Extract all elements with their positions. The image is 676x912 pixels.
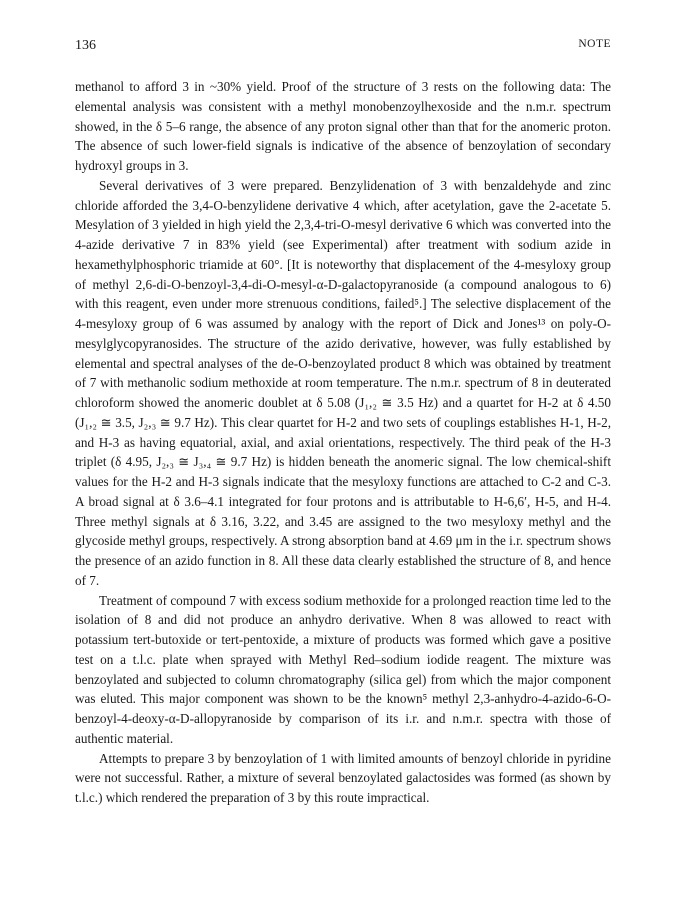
- paragraph-derivatives: Several derivatives of 3 were prepared. Benzylidenation of 3 with benzaldehyde and zinc chloride afforded the 3,4-O-benzylidene derivative 4 which, after acetylation, gave the 2-acetate 5. Mesylation of 3 yielded in high yield the 2,3,4-tri-O-mesyl derivative 6 which was converted into the 4-azide derivative 7 in 83% yield (see Experimental) after treatment with sodium azide in hexamethylphosphoric triamide at 60°. [It is noteworthy that displacement of the 4-mesyloxy group of methyl 2,6-di-O-benzoyl-3,4-di-O-mesyl-α-D-galactopyranoside (a compound analogous to 6) with this reagent, even under more strenuous conditions, failed⁵.] The selective displacement of the 4-mesyloxy group of 6 was assumed by analogy with the report of Dick and Jones¹³ on poly-O-mesylglycopyranosides. The structure of the azido derivative, however, was fully established by elemental and spectral analyses of the de-O-benzoylated product 8 which was obtained by treatment of 7 with methanolic sodium methoxide at room temperature. The n.m.r. spectrum of 8 in deuterated chloroform showed the anomeric doublet at δ 5.08 (J₁,₂ ≅ 3.5 Hz) and a quartet for H-2 at δ 4.50 (J₁,₂ ≅ 3.5, J₂,₃ ≅ 9.7 Hz). This clear quartet for H-2 and two sets of couplings establishes H-1, H-2, and H-3 as having equatorial, axial, and axial orientations, respectively. The third peak of the H-3 triplet (δ 4.95, J₂,₃ ≅ J₃,₄ ≅ 9.7 Hz) is hidden beneath the anomeric signal. The low chemical-shift values for the H-2 and H-3 signals indicate that the mesyloxy functions are attached to C-2 and C-3. A broad signal at δ 3.6–4.1 integrated for four protons and is attributable to H-6,6′, H-5, and H-4. Three methyl signals at δ 3.16, 3.22, and 3.45 are assigned to the two mesyloxy methyl and the glycoside methyl groups, respectively. A strong absorption band at 4.69 μm in the i.r. spectrum shows the presence of an azido function in 8. All these data clearly established the structure of 8, and hence of 7.: [75, 177, 611, 588]
- running-head: [75, 38, 611, 58]
- body-text: [75, 77, 611, 808]
- section-label: NOTE: [578, 38, 611, 50]
- page-number: 136: [75, 38, 96, 53]
- paragraph-methoxide-treatment: Treatment of compound 7 with excess sodium methoxide for a prolonged reaction time led to the isolation of 8 and did not produce an anhydro derivative. When 8 was allowed to react with potassium tert-butoxide or tert-pentoxide, a mixture of products was formed which gave a positive test on a t.l.c. plate when sprayed with Methyl Red–sodium iodide reagent. The mixture was benzoylated and subjected to column chromatography (silica gel) from which the major component was eluted. This major component was shown to be the known⁵ methyl 2,3-anhydro-4-azido-6-O-benzoyl-4-deoxy-α-D-allopyranoside by comparison of its i.r. and n.m.r. spectra with those of authentic material.: [75, 592, 611, 746]
- paragraph-continuation: methanol to afford 3 in ~30% yield. Proof of the structure of 3 rests on the following data: The elemental analysis was consistent with a methyl monobenzoylhexoside and the n.m.r. spectrum showed, in the δ 5–6 range, the absence of any proton signal other than that for the anomeric proton. The absence of such lower-field signals is indicative of the absence of benzoylation of secondary hydroxyl groups in 3.: [75, 79, 611, 173]
- paragraph-benzoylation-attempts: Attempts to prepare 3 by benzoylation of 1 with limited amounts of benzoyl chloride in pyridine were not successful. Rather, a mixture of several benzoylated galactosides was formed (as shown by t.l.c.) which rendered the preparation of 3 by this route impractical.: [75, 750, 611, 805]
